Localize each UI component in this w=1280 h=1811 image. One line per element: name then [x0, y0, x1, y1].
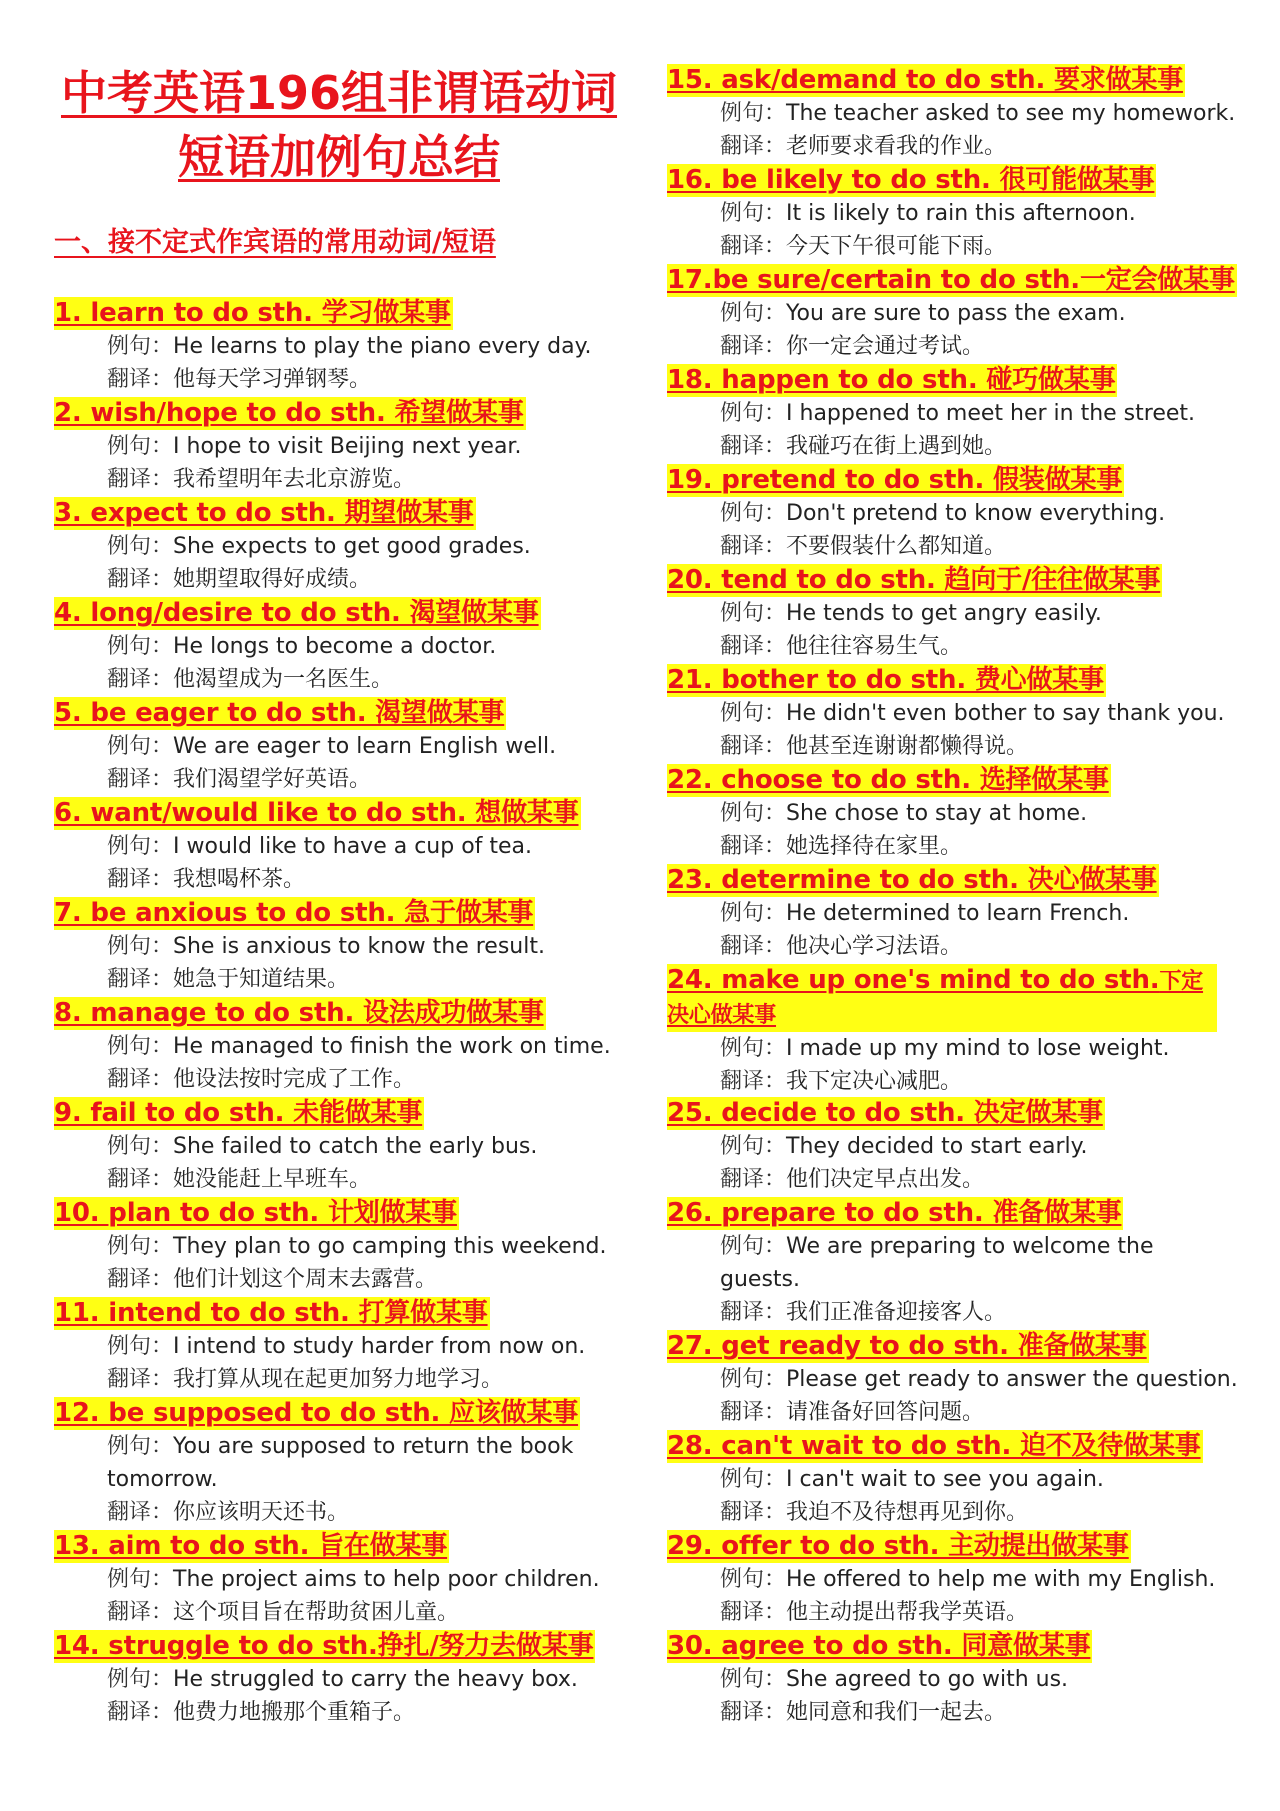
example-sentence [667, 197, 1156, 230]
example-text: He struggled to carry the heavy box. [173, 1667, 578, 1692]
translation-label: 翻译： [720, 1500, 787, 1525]
example-label: 例句： [720, 1234, 787, 1259]
example-label: 例句： [720, 501, 787, 526]
example-text: She chose to stay at home. [786, 801, 1088, 826]
translation-text: 不要假装什么都知道。 [786, 534, 1007, 559]
phrase-heading: 22. choose to do sth. 选择做某事 [667, 765, 1109, 795]
phrase-entry [54, 897, 545, 996]
translation-text: 他决心学习法语。 [786, 934, 963, 959]
translation-text: 她没能赶上早班车。 [173, 1167, 372, 1192]
example-label: 例句： [107, 534, 174, 559]
translation-sentence [54, 1063, 611, 1096]
translation-label: 翻译： [107, 1700, 174, 1725]
translation-text: 你一定会通过考试。 [786, 334, 985, 359]
example-text: I hope to visit Beijing next year. [173, 434, 522, 459]
translation-text: 他设法按时完成了工作。 [173, 1067, 416, 1092]
example-label: 例句： [107, 1667, 174, 1692]
example-text: I can't wait to see you again. [786, 1467, 1104, 1492]
phrase-entry [54, 297, 591, 396]
phrase-heading: 18. happen to do sth. 碰巧做某事 [667, 365, 1116, 395]
translation-sentence [667, 1496, 1203, 1529]
example-sentence [54, 930, 545, 963]
example-sentence [667, 1032, 1217, 1065]
translation-label: 翻译： [720, 1167, 787, 1192]
phrase-entry [54, 797, 581, 896]
translation-sentence [667, 830, 1111, 863]
example-text: He learns to play the piano every day. [173, 334, 592, 359]
translation-text: 她同意和我们一起去。 [786, 1700, 1007, 1725]
phrase-entry [667, 1430, 1203, 1529]
phrase-entry [667, 464, 1165, 563]
phrase-heading: 13. aim to do sth. 旨在做某事 [54, 1531, 448, 1561]
phrase-entry [667, 1197, 1240, 1329]
phrase-entry [667, 164, 1156, 263]
example-text: I intend to study harder from now on. [173, 1334, 586, 1359]
translation-sentence [667, 630, 1162, 663]
example-text: We are preparing to welcome the guests. [720, 1234, 1154, 1292]
translation-text: 他们决定早点出发。 [786, 1167, 985, 1192]
phrase-entry [667, 264, 1237, 363]
example-label: 例句： [720, 1667, 787, 1692]
example-label: 例句： [107, 634, 174, 659]
example-text: I happened to meet her in the street. [786, 401, 1196, 426]
phrase-heading: 16. be likely to do sth. 很可能做某事 [667, 165, 1155, 195]
example-sentence [667, 1563, 1215, 1596]
translation-text: 我下定决心减肥。 [786, 1069, 963, 1094]
phrase-heading: 27. get ready to do sth. 准备做某事 [667, 1331, 1147, 1361]
translation-text: 他主动提出帮我学英语。 [786, 1600, 1029, 1625]
phrase-heading: 21. bother to do sth. 费心做某事 [667, 665, 1104, 695]
translation-label: 翻译： [720, 1400, 787, 1425]
translation-text: 她急于知道结果。 [173, 967, 350, 992]
translation-label: 翻译： [720, 434, 787, 459]
example-text: He managed to finish the work on time. [173, 1034, 611, 1059]
phrase-entry [667, 1097, 1105, 1196]
translation-sentence [667, 430, 1195, 463]
example-text: She is anxious to know the result. [173, 934, 545, 959]
phrase-heading: 26. prepare to do sth. 准备做某事 [667, 1198, 1122, 1228]
phrase-heading: 12. be supposed to do sth. 应该做某事 [54, 1398, 579, 1428]
translation-text: 老师要求看我的作业。 [786, 134, 1007, 159]
example-text: I would like to have a cup of tea. [173, 834, 533, 859]
phrase-entry [54, 1530, 600, 1629]
example-text: He tends to get angry easily. [786, 601, 1102, 626]
section-heading: 一、接不定式作宾语的常用动词/短语 [54, 227, 496, 258]
translation-text: 她选择待在家里。 [786, 834, 963, 859]
example-label: 例句： [107, 1234, 174, 1259]
translation-label: 翻译： [107, 867, 174, 892]
translation-label: 翻译： [720, 1069, 787, 1094]
phrase-heading: 11. intend to do sth. 打算做某事 [54, 1298, 488, 1328]
phrase-heading: 23. determine to do sth. 决心做某事 [667, 865, 1157, 895]
translation-text: 请准备好回答问题。 [786, 1400, 985, 1425]
phrase-heading: 10. plan to do sth. 计划做某事 [54, 1198, 457, 1228]
phrase-entry [667, 1630, 1092, 1729]
translation-sentence [667, 530, 1165, 563]
phrase-heading: 4. long/desire to do sth. 渴望做某事 [54, 598, 539, 628]
phrase-entry [667, 64, 1235, 163]
example-label: 例句： [720, 401, 787, 426]
example-label: 例句： [720, 601, 787, 626]
phrase-entry [54, 597, 541, 696]
phrase-heading: 19. pretend to do sth. 假装做某事 [667, 465, 1123, 495]
translation-sentence [667, 130, 1235, 163]
translation-sentence [667, 1696, 1092, 1729]
translation-sentence [667, 730, 1225, 763]
phrase-heading: 9. fail to do sth. 未能做某事 [54, 1098, 423, 1128]
example-label: 例句： [720, 901, 787, 926]
example-text: Please get ready to answer the question. [786, 1367, 1238, 1392]
phrase-heading: 20. tend to do sth. 趋向于/往往做某事 [667, 565, 1161, 595]
phrase-entry [667, 664, 1225, 763]
translation-label: 翻译： [107, 1267, 174, 1292]
phrase-heading [667, 964, 1217, 1032]
example-sentence [54, 1030, 611, 1063]
phrase-entry [54, 1397, 627, 1529]
example-label: 例句： [720, 101, 787, 126]
translation-sentence [54, 463, 526, 496]
translation-text: 她期望取得好成绩。 [173, 567, 372, 592]
example-label: 例句： [720, 1367, 787, 1392]
phrase-entry [667, 764, 1111, 863]
phrase-heading: 3. expect to do sth. 期望做某事 [54, 498, 474, 528]
example-label: 例句： [720, 1467, 787, 1492]
example-text: Don't pretend to know everything. [786, 501, 1166, 526]
phrase-entry [54, 997, 611, 1096]
example-text: She agreed to go with us. [786, 1667, 1069, 1692]
phrase-entry [54, 697, 556, 796]
translation-sentence [667, 1396, 1238, 1429]
translation-text: 他渴望成为一名医生。 [173, 667, 394, 692]
phrase-heading: 28. can't wait to do sth. 迫不及待做某事 [667, 1431, 1201, 1461]
translation-sentence [667, 230, 1156, 263]
phrase-entry [667, 1530, 1215, 1629]
translation-sentence [54, 763, 556, 796]
example-label: 例句： [720, 301, 787, 326]
example-text: It is likely to rain this afternoon. [786, 201, 1136, 226]
example-text: I made up my mind to lose weight. [786, 1036, 1170, 1061]
example-sentence [667, 97, 1235, 130]
translation-text: 这个项目旨在帮助贫困儿童。 [173, 1600, 460, 1625]
translation-text: 你应该明天还书。 [173, 1500, 350, 1525]
example-label: 例句： [107, 834, 174, 859]
example-text: She expects to get good grades. [173, 534, 531, 559]
translation-label: 翻译： [107, 467, 174, 492]
example-text: They decided to start early. [786, 1134, 1088, 1159]
translation-sentence [54, 1163, 537, 1196]
translation-text: 今天下午很可能下雨。 [786, 234, 1007, 259]
translation-sentence [54, 963, 545, 996]
translation-label: 翻译： [107, 367, 174, 392]
example-text: He offered to help me with my English. [786, 1567, 1216, 1592]
translation-label: 翻译： [107, 567, 174, 592]
example-text: She failed to catch the early bus. [173, 1134, 538, 1159]
translation-sentence [54, 1263, 607, 1296]
example-sentence [667, 1363, 1238, 1396]
phrase-heading: 25. decide to do sth. 决定做某事 [667, 1098, 1103, 1128]
example-text: We are eager to learn English well. [173, 734, 557, 759]
translation-sentence [54, 1363, 585, 1396]
example-label: 例句： [720, 1134, 787, 1159]
example-label: 例句： [107, 734, 174, 759]
example-sentence [667, 597, 1162, 630]
example-sentence [667, 397, 1195, 430]
translation-label: 翻译： [107, 767, 174, 792]
phrase-entry [54, 1097, 537, 1196]
translation-label: 翻译： [107, 667, 174, 692]
example-sentence [667, 497, 1165, 530]
phrase-heading: 29. offer to do sth. 主动提出做某事 [667, 1531, 1129, 1561]
translation-sentence [54, 1696, 595, 1729]
phrase-heading-tail: 下定决心做某事 [667, 969, 1204, 1028]
document-title-line-2: 短语加例句总结 [178, 130, 500, 184]
phrase-entry [54, 397, 526, 496]
example-label: 例句： [107, 1034, 174, 1059]
example-text: He didn't even bother to say thank you. [786, 701, 1225, 726]
translation-text: 我们渴望学好英语。 [173, 767, 372, 792]
translation-sentence [54, 563, 531, 596]
example-label: 例句： [107, 334, 174, 359]
translation-label: 翻译： [720, 234, 787, 259]
example-label: 例句： [720, 201, 787, 226]
translation-label: 翻译： [720, 1600, 787, 1625]
phrase-entry [667, 864, 1159, 963]
example-sentence [667, 897, 1159, 930]
example-sentence [667, 1130, 1105, 1163]
phrase-heading: 30. agree to do sth. 同意做某事 [667, 1631, 1091, 1661]
phrase-heading: 1. learn to do sth. 学习做某事 [54, 298, 451, 328]
example-sentence [54, 730, 556, 763]
phrase-entry [54, 1630, 595, 1729]
translation-label: 翻译： [107, 1067, 174, 1092]
translation-label: 翻译： [720, 1300, 787, 1325]
translation-text: 他每天学习弹钢琴。 [173, 367, 372, 392]
example-sentence [667, 697, 1225, 730]
translation-label: 翻译： [720, 634, 787, 659]
translation-label: 翻译： [107, 1600, 174, 1625]
translation-sentence [667, 1296, 1240, 1329]
example-text: You are sure to pass the exam. [786, 301, 1126, 326]
translation-sentence [54, 1596, 600, 1629]
example-sentence [54, 330, 591, 363]
translation-sentence [667, 1596, 1215, 1629]
phrase-heading: 7. be anxious to do sth. 急于做某事 [54, 898, 534, 928]
example-sentence [54, 1663, 595, 1696]
example-sentence [667, 297, 1237, 330]
example-sentence [54, 1430, 627, 1496]
phrase-heading: 2. wish/hope to do sth. 希望做某事 [54, 398, 524, 428]
translation-label: 翻译： [720, 934, 787, 959]
phrase-heading: 6. want/would like to do sth. 想做某事 [54, 798, 579, 828]
translation-sentence [667, 930, 1159, 963]
example-text: The teacher asked to see my homework. [786, 101, 1236, 126]
example-sentence [667, 797, 1111, 830]
example-sentence [54, 1130, 537, 1163]
translation-label: 翻译： [720, 134, 787, 159]
example-text: He longs to become a doctor. [173, 634, 497, 659]
example-label: 例句： [720, 1567, 787, 1592]
translation-text: 他甚至连谢谢都懒得说。 [786, 734, 1029, 759]
translation-sentence [54, 363, 591, 396]
translation-text: 他们计划这个周末去露营。 [173, 1267, 438, 1292]
example-text: They plan to go camping this weekend. [173, 1234, 607, 1259]
example-sentence [667, 1663, 1092, 1696]
translation-label: 翻译： [107, 1167, 174, 1192]
translation-label: 翻译： [720, 1700, 787, 1725]
phrase-heading: 8. manage to do sth. 设法成功做某事 [54, 998, 544, 1028]
phrase-entry [667, 964, 1217, 1098]
translation-sentence [667, 1163, 1105, 1196]
example-sentence [54, 630, 541, 663]
translation-label: 翻译： [720, 734, 787, 759]
phrase-entry [54, 497, 531, 596]
example-sentence [54, 530, 531, 563]
translation-sentence [667, 1065, 1217, 1098]
example-sentence [54, 830, 581, 863]
example-text: You are supposed to return the book tomorrow. [107, 1434, 574, 1492]
phrase-heading: 15. ask/demand to do sth. 要求做某事 [667, 65, 1183, 95]
translation-text: 我打算从现在起更加努力地学习。 [173, 1367, 504, 1392]
example-sentence [54, 1563, 600, 1596]
translation-label: 翻译： [720, 834, 787, 859]
phrase-entry [54, 1197, 607, 1296]
example-sentence [667, 1230, 1240, 1296]
translation-text: 我想喝杯茶。 [173, 867, 306, 892]
translation-text: 我碰巧在街上遇到她。 [786, 434, 1007, 459]
translation-label: 翻译： [107, 1367, 174, 1392]
example-label: 例句： [107, 434, 174, 459]
phrase-heading: 14. struggle to do sth.挣扎/努力去做某事 [54, 1631, 594, 1661]
example-label: 例句： [720, 801, 787, 826]
translation-text: 我迫不及待想再见到你。 [786, 1500, 1029, 1525]
translation-label: 翻译： [720, 534, 787, 559]
example-text: The project aims to help poor children. [173, 1567, 600, 1592]
example-sentence [54, 430, 526, 463]
translation-sentence [54, 863, 581, 896]
translation-sentence [54, 663, 541, 696]
translation-label: 翻译： [107, 967, 174, 992]
example-text: He determined to learn French. [786, 901, 1130, 926]
phrase-entry [667, 364, 1195, 463]
phrase-entry [667, 1330, 1238, 1429]
phrase-heading-main: 24. make up one's mind to do sth. [667, 965, 1160, 995]
phrase-heading: 5. be eager to do sth. 渴望做某事 [54, 698, 505, 728]
phrase-heading: 17.be sure/certain to do sth.一定会做某事 [667, 265, 1235, 295]
example-label: 例句： [720, 1036, 787, 1061]
translation-label: 翻译： [720, 334, 787, 359]
phrase-entry [667, 564, 1162, 663]
example-sentence [54, 1230, 607, 1263]
example-label: 例句： [107, 1434, 174, 1459]
translation-sentence [667, 330, 1237, 363]
translation-text: 他往往容易生气。 [786, 634, 963, 659]
translation-text: 我们正准备迎接客人。 [786, 1300, 1007, 1325]
example-sentence [667, 1463, 1203, 1496]
example-sentence [54, 1330, 585, 1363]
translation-text: 我希望明年去北京游览。 [173, 467, 416, 492]
example-label: 例句： [720, 701, 787, 726]
document-title-line-1: 中考英语196组非谓语动词 [60, 66, 618, 120]
example-label: 例句： [107, 1334, 174, 1359]
translation-text: 他费力地搬那个重箱子。 [173, 1700, 416, 1725]
translation-label: 翻译： [107, 1500, 174, 1525]
phrase-entry [54, 1297, 585, 1396]
example-label: 例句： [107, 1567, 174, 1592]
example-label: 例句： [107, 934, 174, 959]
translation-sentence [54, 1496, 627, 1529]
example-label: 例句： [107, 1134, 174, 1159]
